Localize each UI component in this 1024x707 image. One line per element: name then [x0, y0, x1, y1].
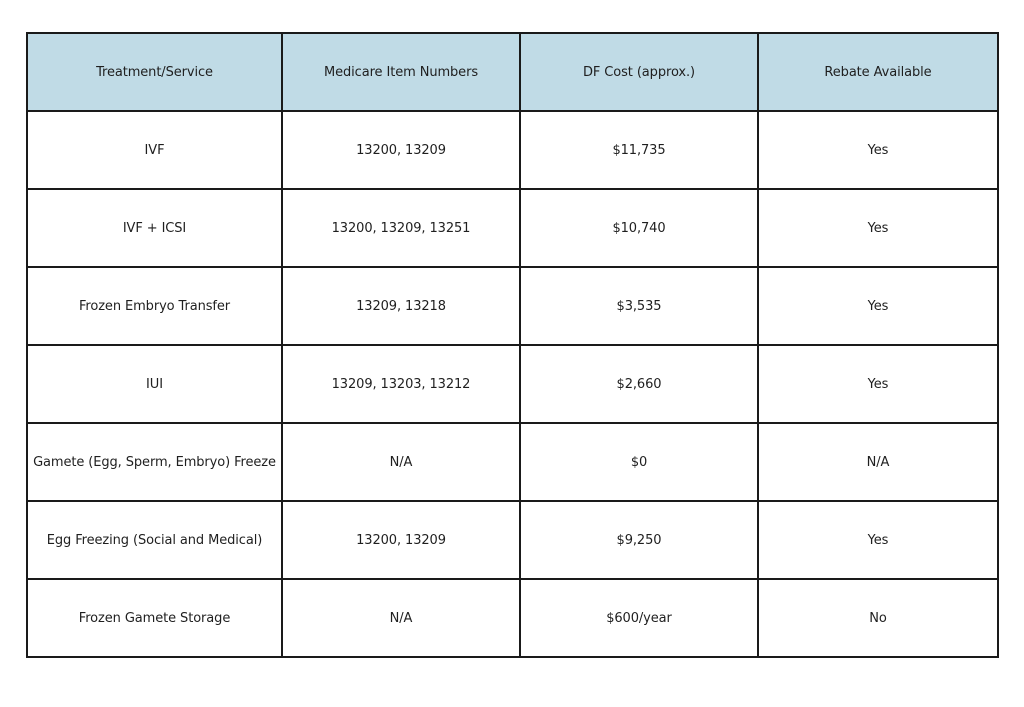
treatment-cell: Egg Freezing (Social and Medical) — [27, 501, 282, 579]
item-numbers-cell: N/A — [282, 423, 520, 501]
cost-cell: $3,535 — [520, 267, 758, 345]
cost-cell: $600/year — [520, 579, 758, 657]
cost-cell: $10,740 — [520, 189, 758, 267]
treatment-cell: Frozen Gamete Storage — [27, 579, 282, 657]
cost-cell: $11,735 — [520, 111, 758, 189]
item-numbers-cell: 13209, 13218 — [282, 267, 520, 345]
item-numbers-cell: 13200, 13209 — [282, 111, 520, 189]
treatment-cell: IVF + ICSI — [27, 189, 282, 267]
item-numbers-cell: N/A — [282, 579, 520, 657]
rebate-cell: Yes — [758, 345, 998, 423]
treatment-cell: Gamete (Egg, Sperm, Embryo) Freeze — [27, 423, 282, 501]
rebate-cell: No — [758, 579, 998, 657]
table-row — [27, 501, 998, 579]
rebate-cell: Yes — [758, 189, 998, 267]
fee-table-container — [26, 32, 999, 658]
treatment-cell: IVF — [27, 111, 282, 189]
treatment-cell: Frozen Embryo Transfer — [27, 267, 282, 345]
cost-cell: $0 — [520, 423, 758, 501]
cost-cell: $9,250 — [520, 501, 758, 579]
item-numbers-cell: 13200, 13209, 13251 — [282, 189, 520, 267]
header-treatment-service: Treatment/Service — [27, 33, 282, 111]
table-row — [27, 111, 998, 189]
item-numbers-cell: 13200, 13209 — [282, 501, 520, 579]
rebate-cell: Yes — [758, 501, 998, 579]
table-row — [27, 423, 998, 501]
header-rebate-available: Rebate Available — [758, 33, 998, 111]
table-header-row — [27, 33, 998, 111]
table-row — [27, 579, 998, 657]
table-row — [27, 267, 998, 345]
rebate-cell: Yes — [758, 267, 998, 345]
cost-cell: $2,660 — [520, 345, 758, 423]
treatment-cell: IUI — [27, 345, 282, 423]
fee-table — [26, 32, 999, 658]
header-medicare-item-numbers: Medicare Item Numbers — [282, 33, 520, 111]
item-numbers-cell: 13209, 13203, 13212 — [282, 345, 520, 423]
table-row — [27, 345, 998, 423]
table-row — [27, 189, 998, 267]
rebate-cell: N/A — [758, 423, 998, 501]
header-df-cost: DF Cost (approx.) — [520, 33, 758, 111]
rebate-cell: Yes — [758, 111, 998, 189]
